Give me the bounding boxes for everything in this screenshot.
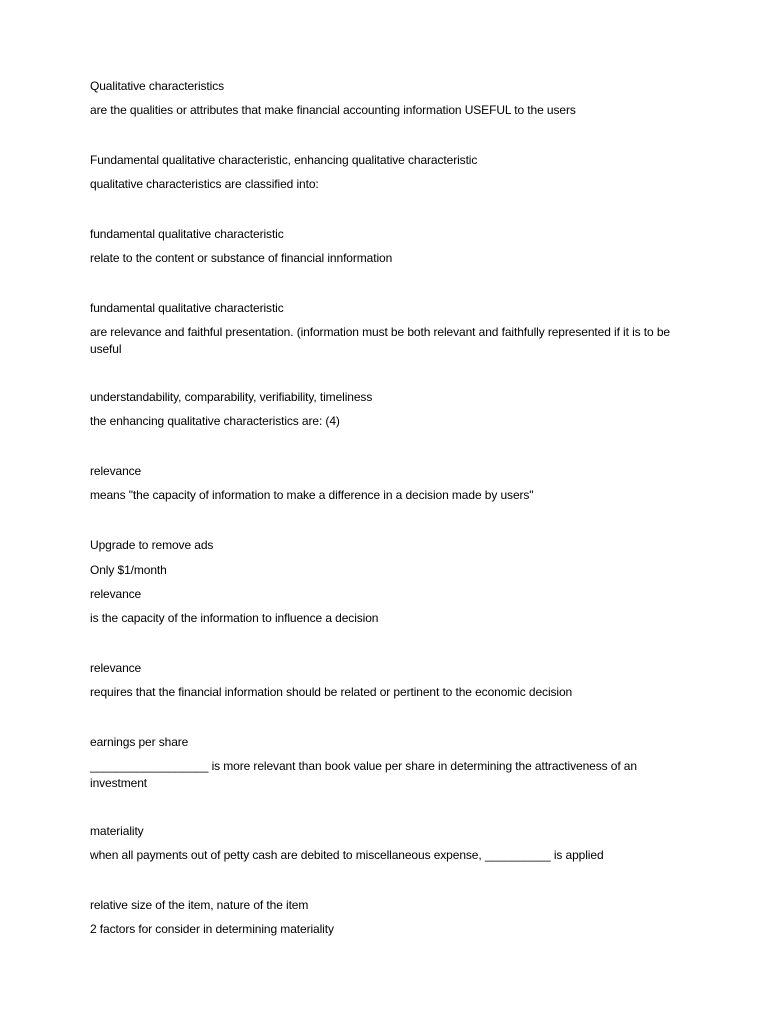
definition-relevance-2: is the capacity of the information to influence a decision [90,611,379,625]
term-earnings-per-share: earnings per share [90,735,189,749]
term-materiality-factors: relative size of the item, nature of the item [90,898,309,912]
definition-fundamental-2: are relevance and faithful presentation. (information must be both relevant and faithfully represented if it is to be useful [90,325,670,356]
term-fundamental-2: fundamental qualitative characteristic [90,301,284,315]
term-relevance-1: relevance [90,464,142,478]
definition-materiality: when all payments out of petty cash are debited to miscellaneous expense, __________ is applied [90,848,604,862]
term-relevance-2: relevance [90,587,142,601]
definition-relevance-3: requires that the financial information should be related or pertinent to the economic decision [90,685,573,699]
term-materiality: materiality [90,824,144,838]
term-qualitative-characteristics: Qualitative characteristics [90,79,225,93]
term-fundamental-1: fundamental qualitative characteristic [90,227,284,241]
term-enhancing-list: understandability, comparability, verifiability, timeliness [90,390,373,404]
ad-upgrade-text: Upgrade to remove ads [90,538,214,552]
definition-materiality-factors: 2 factors for consider in determining materiality [90,922,334,936]
definition-fundamental-1: relate to the content or substance of financial innformation [90,251,393,265]
term-classification: Fundamental qualitative characteristic, enhancing qualitative characteristic [90,153,478,167]
definition-qualitative-characteristics: are the qualities or attributes that make financial accounting information USEFUL to the users [90,103,576,117]
definition-enhancing-list: the enhancing qualitative characteristics are: (4) [90,414,340,428]
definition-classification: qualitative characteristics are classified into: [90,177,319,191]
definition-earnings-per-share: __________________ is more relevant than book value per share in determining the attractiveness of an investment [90,759,637,790]
term-relevance-3: relevance [90,661,142,675]
ad-price-text: Only $1/month [90,563,167,577]
definition-relevance-1: means "the capacity of information to make a difference in a decision made by users" [90,488,534,502]
